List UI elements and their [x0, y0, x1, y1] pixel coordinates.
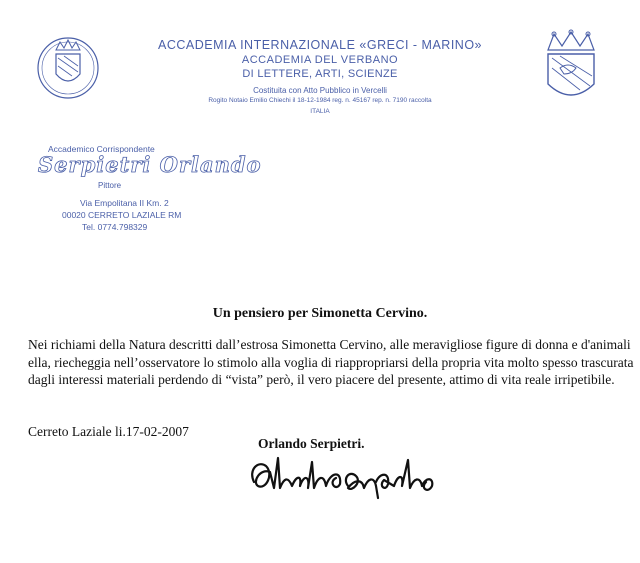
academy-name: ACCADEMIA INTERNAZIONALE «GRECI - MARINO»	[157, 38, 483, 52]
letter-title: Un pensiero per Simonetta Cervino.	[212, 306, 428, 321]
academy-disciplines: DI LETTERE, ARTI, SCIENZE	[242, 68, 398, 80]
letter-dateline: Cerreto Laziale li.17-02-2007	[28, 424, 189, 439]
handwritten-signature	[244, 452, 454, 502]
academy-subname: ACCADEMIA DEL VERBANO	[241, 54, 399, 66]
correspondent-address-city: 00020 CERRETO LAZIALE RM	[62, 210, 182, 220]
academy-constitution: Costituita con Atto Pubblico in Vercelli	[253, 86, 387, 95]
correspondent-role: Accademico Corrispondente	[48, 144, 155, 154]
correspondent-telephone: Tel. 0774.798329	[82, 222, 148, 232]
academy-country: ITALIA	[310, 108, 330, 115]
academy-registration: Rogito Notaio Emilio Chiechi il 18-12-1984 reg. n. 45167 rep. n. 7190 raccolta	[208, 97, 432, 104]
correspondent-address-street: Via Empolitana II Km. 2	[80, 198, 169, 208]
signer-name: Orlando Serpietri.	[258, 436, 365, 451]
correspondent-name: Serpietri Orlando	[38, 152, 262, 177]
letter-body: Nei richiami della Natura descritti dall’estrosa Simonetta Cervino, alle meravigliose figure di donna e d'animali ella, riecheggia nell’osservatore lo stimolo alla voglia di riappropriarsi della propria vita molto spesso trascurata dagli interessi materiali perdendo di “vista” però, il vero piacere del presente, attimo di vita reale irripetibile.	[28, 337, 634, 387]
correspondent-profession: Pittore	[98, 181, 122, 190]
